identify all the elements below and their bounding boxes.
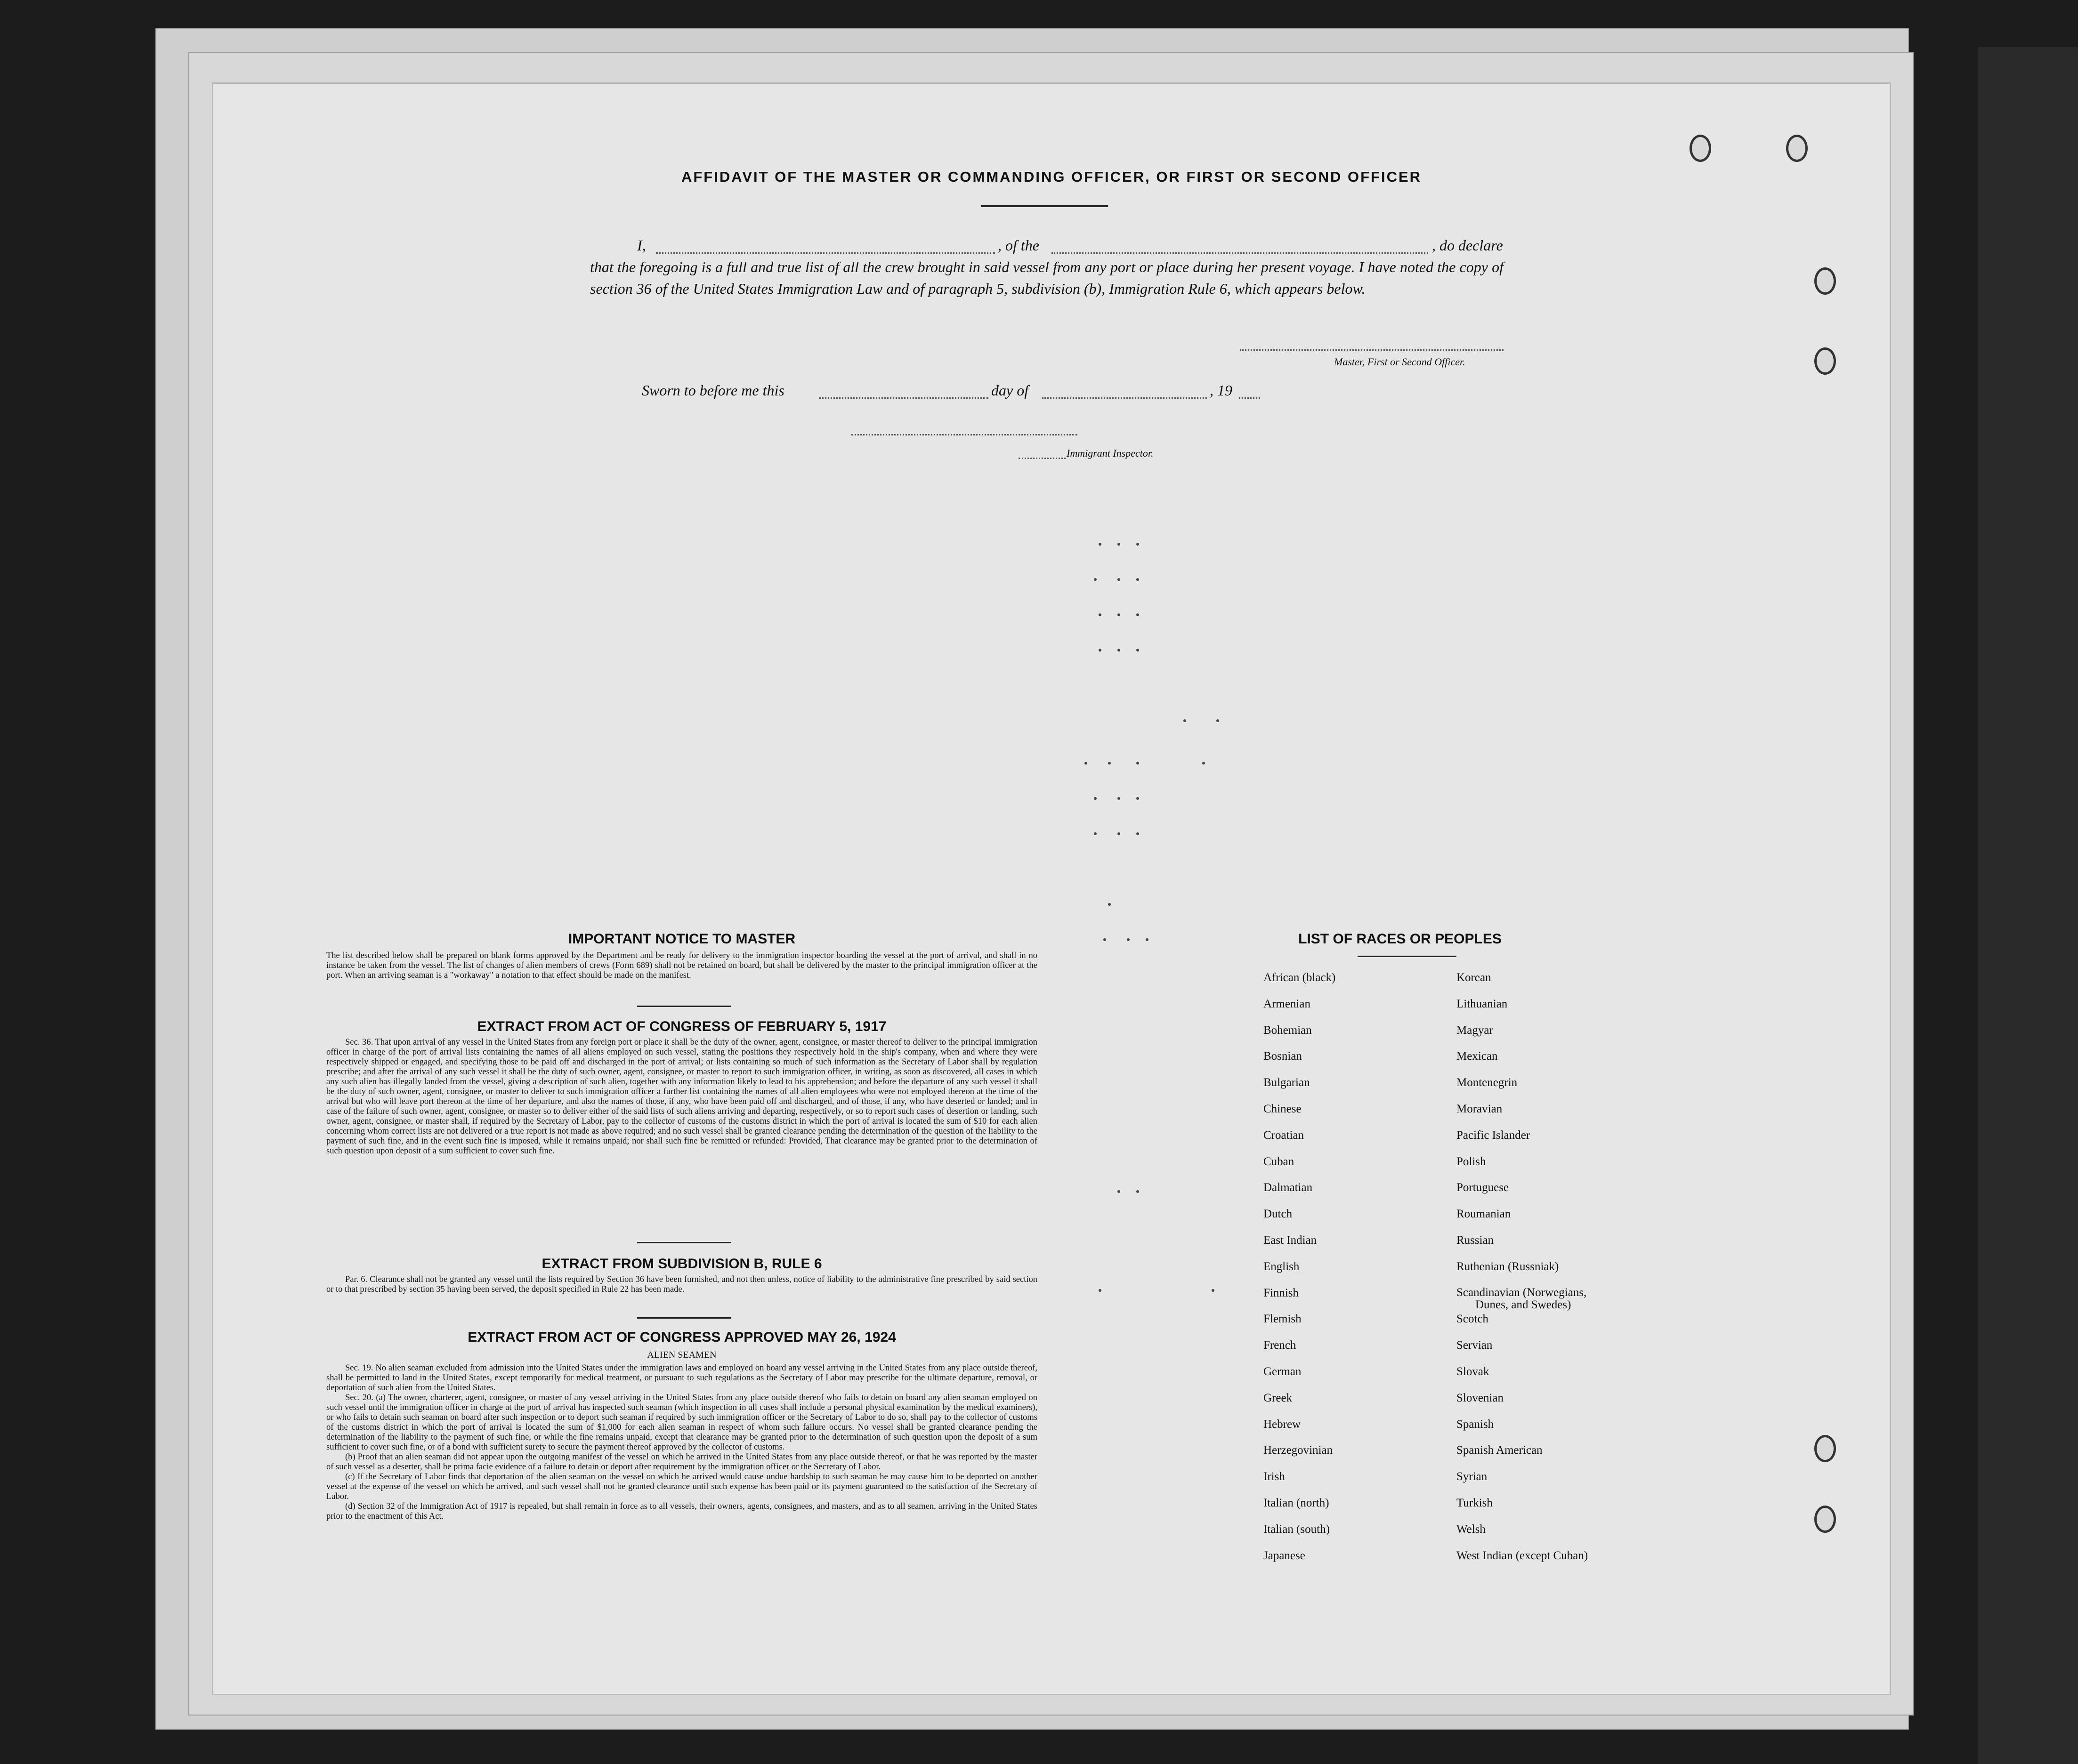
ditto-mark <box>1183 719 1186 722</box>
race-item: Scotch <box>1456 1313 1489 1326</box>
ditto-mark <box>1216 719 1219 722</box>
punch-hole <box>1786 135 1808 162</box>
race-item: Dutch <box>1263 1208 1293 1221</box>
race-item: Cuban <box>1263 1155 1294 1168</box>
affidavit-body: that the foregoing is a full and true list of all the crew brought in said vessel from any port or place during her present voyage. I have noted the copy of section 36 of the United States Immigration Law and of paragraph 5, subdivision (b), Immigration Rule 6, which appears below. <box>590 258 1504 297</box>
race-item: Bulgarian <box>1263 1076 1310 1089</box>
inspector-signature-line[interactable] <box>851 432 1077 435</box>
vessel-field[interactable] <box>1051 237 1428 254</box>
ditto-mark <box>1136 797 1139 800</box>
ditto-mark <box>1099 1289 1101 1292</box>
race-item: Japanese <box>1263 1549 1305 1562</box>
binder-edge <box>1978 47 2078 1764</box>
of-label: , of the <box>998 237 1039 254</box>
sec-20c-text: (c) If the Secretary of Labor finds that deportation of the alien seaman on the vessel on which he arrived would cause undue hardship to such seaman he may cause him to be deported on another vessel at the expense of the vessel on which he arrived, and such vessel shall not be granted clearance until such expense has been paid or its payment guaranteed to the satisfaction of the Secretary of Labor. <box>326 1472 1037 1501</box>
race-item: Mexican <box>1456 1050 1498 1063</box>
ditto-mark <box>1084 762 1087 765</box>
race-item: Greek <box>1263 1391 1293 1404</box>
race-item: Croatian <box>1263 1128 1304 1142</box>
signature-caption: Master, First or Second Officer. <box>1334 356 1465 368</box>
ditto-mark <box>1212 1289 1214 1292</box>
inspector-name-line[interactable] <box>1019 456 1066 459</box>
section-rule <box>637 1006 731 1007</box>
race-item: Lithuanian <box>1456 997 1508 1010</box>
ditto-mark <box>1202 762 1205 765</box>
ditto-mark <box>1117 649 1120 652</box>
ditto-mark <box>1136 832 1139 835</box>
ditto-mark <box>1136 578 1139 581</box>
race-item: Italian (south) <box>1263 1522 1330 1536</box>
race-item: Ruthenian (Russniak) <box>1456 1260 1559 1273</box>
race-item: Magyar <box>1456 1023 1493 1037</box>
race-item: Welsh <box>1456 1522 1486 1536</box>
ditto-mark <box>1099 649 1101 652</box>
race-item: Servian <box>1456 1339 1493 1352</box>
ditto-mark <box>1108 903 1111 906</box>
extract-1924-title: EXTRACT FROM ACT OF CONGRESS APPROVED MAY 26, 1924 <box>468 1329 896 1345</box>
races-right-column <box>1456 971 1701 1575</box>
race-item: Slovenian <box>1456 1391 1504 1404</box>
sworn-label: Sworn to before me this <box>642 382 784 399</box>
i-label: I, <box>637 237 646 254</box>
race-item: German <box>1263 1365 1302 1378</box>
notice-text: The list described below shall be prepared on blank forms approved by the Department and be ready for delivery to the immigration inspector boarding the vessel at the port of arrival, and shall in no instance be taken from the vessel. The list of changes of alien members of crews (Form 689) shall not be retained on board, but shall be delivered by the master to the principal immigration officer at the port. When an arriving seaman is a "workaway" a notation to that effect should be made on the manifest. <box>326 951 1037 980</box>
sec-20a-text: Sec. 20. (a) The owner, charterer, agent, consignee, or master of any vessel arriving in the United States from any place outside thereof who fails to detain on board any alien seaman employed on such vessel until the immigration officer in charge at the port of arrival has inspected such seaman (which inspection in all cases shall include a personal physical examination by the medical examiners), or who fails to detain such seaman on board after such inspection or to deport such seaman if required by such immigration officer or the Secretary of Labor to do so, shall pay to the collector of customs of the customs district in which the port of arrival is located the sum of $1,000 for each alien seaman in respect of whom such failure occurs. No vessel shall be granted clearance pending the determination of the liability to the payment of such fine, or while the fine remains unpaid, except that clearance may be granted prior to the determination of such question upon the deposit of a sum sufficient to cover such fine, or of a bond with sufficient surety to secure the payment thereof approved by the collector of customs. <box>326 1393 1037 1452</box>
race-item: Turkish <box>1456 1496 1493 1509</box>
ditto-mark <box>1094 578 1097 581</box>
race-item: Dalmatian <box>1263 1181 1313 1194</box>
race-item: Moravian <box>1456 1102 1503 1115</box>
punch-hole <box>1814 267 1836 295</box>
race-item: Bosnian <box>1263 1050 1302 1063</box>
ditto-mark <box>1117 578 1120 581</box>
race-item: Slovak <box>1456 1365 1489 1378</box>
ditto-mark <box>1146 938 1148 941</box>
sec-20b-text: (b) Proof that an alien seaman did not appear upon the outgoing manifest of the vessel on which he arrived in the United States from any place outside thereof, or that he was reported by the master of such vessel as a deserter, shall be prima facie evidence of a failure to detain or deport after requirement by the immigration officer or the Secretary of Labor. <box>326 1452 1037 1472</box>
race-item: East Indian <box>1263 1233 1317 1247</box>
ditto-mark <box>1136 543 1139 546</box>
punch-hole <box>1814 347 1836 375</box>
ditto-mark <box>1108 762 1111 765</box>
section-rule <box>637 1317 731 1319</box>
race-item: Hebrew <box>1263 1418 1301 1431</box>
sworn-year-field[interactable] <box>1239 382 1260 399</box>
ditto-mark <box>1136 649 1139 652</box>
race-item: French <box>1263 1339 1296 1352</box>
race-item: Flemish <box>1263 1313 1302 1326</box>
subdivision-title: EXTRACT FROM SUBDIVISION B, RULE 6 <box>542 1256 822 1272</box>
ditto-mark <box>1094 832 1097 835</box>
ditto-mark <box>1094 797 1097 800</box>
race-item: Korean <box>1456 971 1491 984</box>
race-item: Armenian <box>1263 997 1310 1010</box>
race-item: Finnish <box>1263 1286 1299 1299</box>
races-title: LIST OF RACES OR PEOPLES <box>1298 931 1502 947</box>
ditto-mark <box>1127 938 1130 941</box>
race-item: Bohemian <box>1263 1023 1312 1037</box>
section-rule <box>637 1242 731 1243</box>
race-item: Irish <box>1263 1470 1285 1483</box>
extract-1917-text: Sec. 36. That upon arrival of any vessel in the United States from any foreign port or place it shall be the duty of the owner, agent, consignee, or master thereof to deliver to the principal immigration officer in charge of the port of arrival lists containing the names of all aliens employed on such vessel, stating the positions they respectively hold in the ship's company, when and where they were respectively shipped or engaged, and specifying those to be paid off and discharged in the port of arrival; or lists containing so much of such information as the Secretary of Labor shall by regulation prescribe; and after the arrival of any such vessel it shall be the duty of such owner, agent, consignee, or master to report to such immigration officer, in writing, as soon as discovered, all cases in which any such alien has illegally landed from the vessel, giving a description of such alien, together with any information likely to lead to his apprehension; and before the departure of any such vessel it shall be the duty of such owner, agent, consignee, or master to deliver to such immigration officer a further list containing the names of all alien employees who were not employed thereon at the time of the arrival but who will leave port thereon at the time of her departure, and also the names of those, if any, who have been paid off and discharged, and of those, if any, who have deserted or landed; and in case of the failure of such owner, agent, consignee, or master so to deliver either of the said lists of such aliens arriving and departing, respectively, or so to report such cases of desertion or landing, such owner, agent, consignee, or master shall, if required by the Secretary of Labor, pay to the collector of customs of the customs district in which the port of arrival is located the sum of $10 for each alien concerning whom correct lists are not delivered or a true report is not made as above required; and no such vessel shall be granted clearance pending the determination of the question of the liability to the payment of such fine, and in the event such fine is imposed, while it remains unpaid; nor shall such fine be remitted or refunded: Provided, That clearance may be granted prior to the determination of such question upon deposit of a sum sufficient to cover such fine. <box>326 1038 1037 1156</box>
race-item: Spanish <box>1456 1418 1494 1431</box>
signature-line[interactable] <box>1240 347 1504 351</box>
race-item-line: Dunes, and Swedes) <box>1475 1298 1571 1311</box>
race-item: African (black) <box>1263 971 1336 984</box>
ditto-mark <box>1099 613 1101 616</box>
year-label: , 19 <box>1210 382 1232 399</box>
races-title-rule <box>1358 956 1456 957</box>
race-item: Spanish American <box>1456 1444 1543 1457</box>
manifest-page <box>212 82 1891 1695</box>
sworn-month-field[interactable] <box>1042 382 1207 399</box>
ditto-mark <box>1117 1190 1120 1193</box>
extract-1917-title: EXTRACT FROM ACT OF CONGRESS OF FEBRUARY 5, 1917 <box>477 1019 887 1034</box>
ditto-mark <box>1117 797 1120 800</box>
ditto-mark <box>1099 543 1101 546</box>
sworn-day-field[interactable] <box>819 382 988 399</box>
race-item: Roumanian <box>1456 1208 1511 1221</box>
races-left-column <box>1263 971 1442 1575</box>
ditto-mark <box>1117 543 1120 546</box>
sec-20d-text: (d) Section 32 of the Immigration Act of 1917 is repealed, but shall remain in force as to all vessels, their owners, agents, consignees, and masters, and as to all seamen, arriving in the United States prior to the enactment of this Act. <box>326 1502 1037 1521</box>
race-item: West Indian (except Cuban) <box>1456 1549 1588 1562</box>
notice-title: IMPORTANT NOTICE TO MASTER <box>568 931 796 947</box>
title-rule <box>981 205 1108 207</box>
ditto-mark <box>1117 613 1120 616</box>
sec-19-text: Sec. 19. No alien seaman excluded from admission into the United States under the immigration laws and employed on board any vessel arriving in the United States from any place outside thereof, shall be permitted to land in the United States, except temporarily for medical treatment, or pursuant to such regulations as the Secretary of Labor may prescribe for the ultimate departure, removal, or deportation of such alien from the United States. <box>326 1363 1037 1393</box>
race-item: Pacific Islander <box>1456 1128 1530 1142</box>
race-item: English <box>1263 1260 1300 1273</box>
race-item-line: Scandinavian (Norwegians, <box>1456 1286 1587 1299</box>
race-item: Russian <box>1456 1233 1494 1247</box>
race-item: Syrian <box>1456 1470 1488 1483</box>
race-item: Italian (north) <box>1263 1496 1329 1509</box>
punch-hole <box>1690 135 1711 162</box>
ditto-mark <box>1117 832 1120 835</box>
affidavit-title: AFFIDAVIT OF THE MASTER OR COMMANDING OFFICER, OR FIRST OR SECOND OFFICER <box>681 169 1422 185</box>
race-item: Portuguese <box>1456 1181 1509 1194</box>
race-item: Herzegovinian <box>1263 1444 1333 1457</box>
punch-hole <box>1814 1435 1836 1462</box>
name-field[interactable] <box>656 237 995 254</box>
day-of-label: day of <box>991 382 1029 399</box>
punch-hole <box>1814 1506 1836 1533</box>
subdivision-text: Par. 6. Clearance shall not be granted any vessel until the lists required by Section 36 have been furnished, and not then unless, notice of liability to the administrative fine prescribed by said section or to that prescribed by section 35 having been served, the deposit specified in Rule 22 has been made. <box>326 1275 1037 1294</box>
ditto-mark <box>1136 762 1139 765</box>
declare-label: , do declare <box>1432 237 1503 254</box>
extract-1924-subtitle: ALIEN SEAMEN <box>647 1350 717 1360</box>
inspector-caption: Immigrant Inspector. <box>1067 447 1154 459</box>
ditto-mark <box>1136 613 1139 616</box>
ditto-mark <box>1103 938 1106 941</box>
race-item: Montenegrin <box>1456 1076 1518 1089</box>
race-item: Polish <box>1456 1155 1486 1168</box>
extract-1924-body <box>326 1363 1037 1522</box>
race-item <box>1456 1287 1701 1313</box>
race-item: Chinese <box>1263 1102 1302 1115</box>
ditto-mark <box>1136 1190 1139 1193</box>
